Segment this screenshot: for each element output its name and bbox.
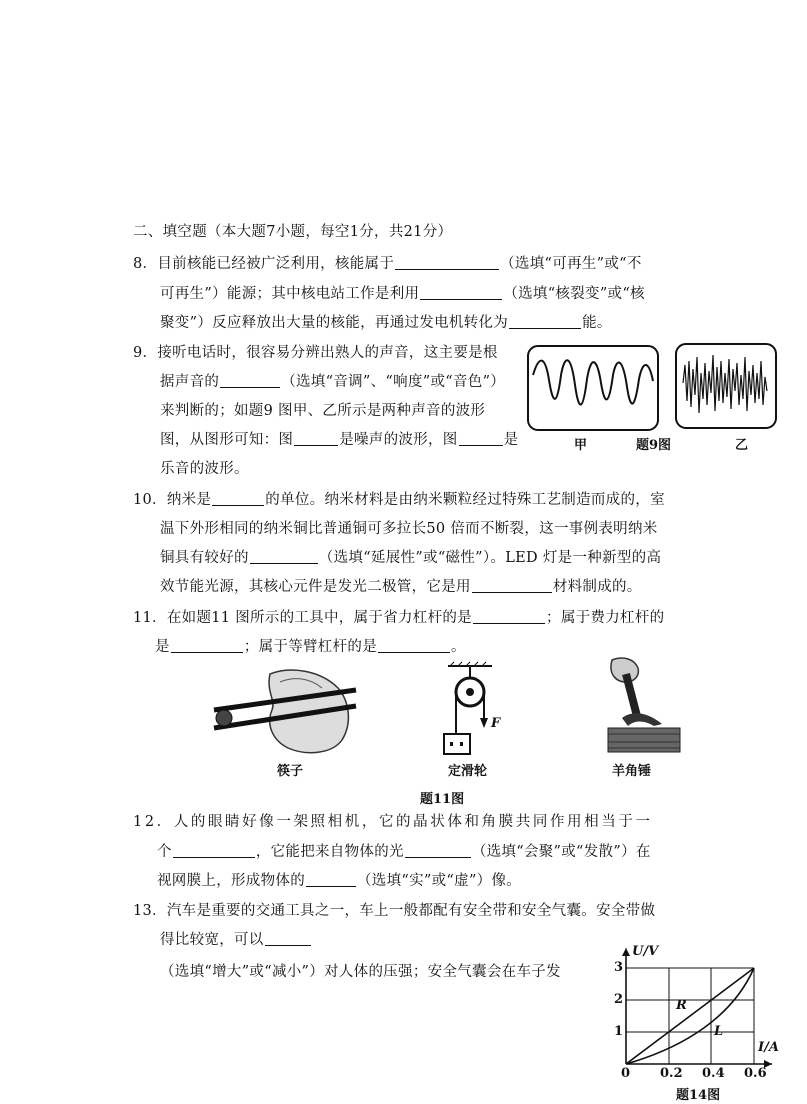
q8-text: 能。 (582, 315, 612, 331)
q9-text: 是噪声的波形，图 (339, 432, 458, 448)
q12-text: （选填“实”或“虚”）像。 (357, 873, 522, 889)
fig9-label-b: 乙 (735, 438, 749, 453)
fig14-ylabel: U/V (632, 944, 659, 959)
fig14-caption: 题14图 (676, 1088, 721, 1103)
q8-blank-3[interactable] (509, 314, 581, 329)
fig14-xtick-3: 0.6 (744, 1066, 767, 1081)
q11-line-1 (133, 608, 664, 628)
q8-line-2 (160, 284, 645, 304)
q10-text: 效节能光源，其核心元件是发光二极管，它是用 (160, 579, 471, 595)
q9-blank-3[interactable] (459, 431, 503, 446)
fig14-ytick-2: 2 (614, 992, 624, 1007)
q12-blank-2[interactable] (405, 843, 471, 858)
fig14-xtick-1: 0.2 (660, 1066, 683, 1081)
q9-line-3: 来判断的；如题9 图甲、乙所示是两种声音的波形 (160, 403, 486, 419)
q10-text: 的单位。纳米材料是由纳米颗粒经过特殊工艺制造而成的，室 (265, 492, 665, 508)
q8-text: 可再生”）能源；其中核电站工作是利用 (160, 286, 420, 302)
q10-line-1 (133, 490, 665, 510)
q12-line-2 (157, 842, 651, 862)
q9-text: 是 (503, 432, 519, 448)
q11-text: 。 (451, 639, 466, 655)
q11-text: 是 (155, 639, 170, 655)
q11-blank-2[interactable] (171, 638, 243, 653)
q11-text: ；属于等臂杠杆的是 (243, 639, 378, 655)
q9-line-1: 9．接听电话时，很容易分辨出熟人的声音，这主要是根 (133, 345, 498, 361)
q12-text: 视网膜上，形成物体的 (157, 873, 305, 889)
q10-blank-2[interactable] (250, 549, 318, 564)
q11-blank-1[interactable] (473, 609, 545, 624)
q10-line-3 (160, 548, 661, 568)
q9-text: 图，从图形可知：图 (160, 432, 294, 448)
section-title: 二、填空题（本大题7小题，每空1分，共21分） (133, 224, 453, 240)
fixed-pulley-illustration (440, 662, 500, 757)
q11-text: 11．在如题11 图所示的工具中，属于省力杠杆的是 (133, 610, 473, 626)
fig9-label-a: 甲 (574, 438, 588, 453)
q12-line-3 (157, 871, 521, 891)
q8-text: （选填“可再生”或“不 (500, 256, 642, 272)
q8-text: 聚变”）反应释放出大量的核能，再通过发电机转化为 (160, 315, 509, 331)
q12-line-1: 12．人的眼睛好像一架照相机，它的晶状体和角膜共同作用相当于一 (133, 814, 653, 830)
q10-text: 10．纳米是 (133, 492, 212, 508)
q9-line-2 (160, 372, 505, 392)
q9-text: 据声音的 (160, 374, 220, 390)
force-label-f: F (491, 716, 501, 731)
waveform-figure-a (527, 345, 659, 431)
q9-blank-1[interactable] (220, 373, 280, 388)
fig14-xtick-2: 0.4 (702, 1066, 725, 1081)
q10-line-4 (160, 577, 642, 597)
q8-blank-1[interactable] (395, 255, 499, 270)
tool-label-chopsticks: 筷子 (277, 764, 304, 779)
fig14-ytick-1: 1 (614, 1024, 624, 1039)
chopsticks-illustration (210, 662, 360, 757)
q8-text: （选填“核裂变”或“核 (503, 286, 645, 302)
q12-text: 个 (157, 844, 172, 860)
q8-line-3 (160, 313, 612, 333)
q12-text: ，它能把来自物体的光 (255, 844, 404, 860)
q12-blank-3[interactable] (306, 872, 356, 887)
q13-line-1: 13．汽车是重要的交通工具之一，车上一般都配有安全带和安全气囊。安全带做 (133, 903, 656, 919)
q9-line-4 (160, 430, 518, 450)
fig14-curve-r-label: R (676, 998, 687, 1013)
q9-text: （选填“音调”、“响度”或“音色”） (281, 374, 506, 390)
fig14-xtick-0: 0 (621, 1066, 631, 1081)
fig14-ytick-3: 3 (614, 960, 624, 975)
fig11-caption: 题11图 (420, 792, 465, 807)
q9-blank-2[interactable] (294, 431, 338, 446)
q13-text: 得比较宽，可以 (160, 932, 264, 948)
q12-text: （选填“会聚”或“发散”）在 (471, 844, 651, 860)
fig9-caption: 题9图 (636, 438, 672, 453)
claw-hammer-illustration (604, 654, 684, 754)
q11-line-2 (155, 637, 466, 657)
q13-line-3: （选填“增大”或“减小”）对人体的压强；安全气囊会在车子发 (160, 964, 561, 980)
q10-blank-1[interactable] (212, 491, 264, 506)
q10-text: 材料制成的。 (552, 579, 642, 595)
q11-text: ；属于费力杠杆的 (546, 610, 665, 626)
q12-blank-1[interactable] (173, 843, 255, 858)
q8-blank-2[interactable] (420, 285, 502, 300)
q13-line-2 (160, 930, 312, 950)
q9-line-5: 乐音的波形。 (160, 461, 249, 477)
q10-line-2: 温下外形相同的纳米铜比普通铜可多拉长50 倍而不断裂，这一事例表明纳米 (160, 521, 658, 537)
tool-label-pulley: 定滑轮 (448, 764, 488, 779)
q8-line-1 (133, 254, 642, 274)
fig14-curve-l-label: L (714, 1024, 724, 1039)
q10-text: （选填“延展性”或“磁性”）。LED 灯是一种新型的高 (318, 550, 662, 566)
q8-text: 8．目前核能已经被广泛利用，核能属于 (133, 256, 395, 272)
q10-blank-3[interactable] (472, 578, 552, 593)
q13-blank-1[interactable] (265, 931, 311, 946)
waveform-figure-b (675, 343, 777, 429)
tool-label-hammer: 羊角锤 (612, 764, 652, 779)
fig14-xlabel: I/A (758, 1040, 779, 1055)
q10-text: 铜具有较好的 (160, 550, 249, 566)
q11-blank-3[interactable] (378, 638, 450, 653)
